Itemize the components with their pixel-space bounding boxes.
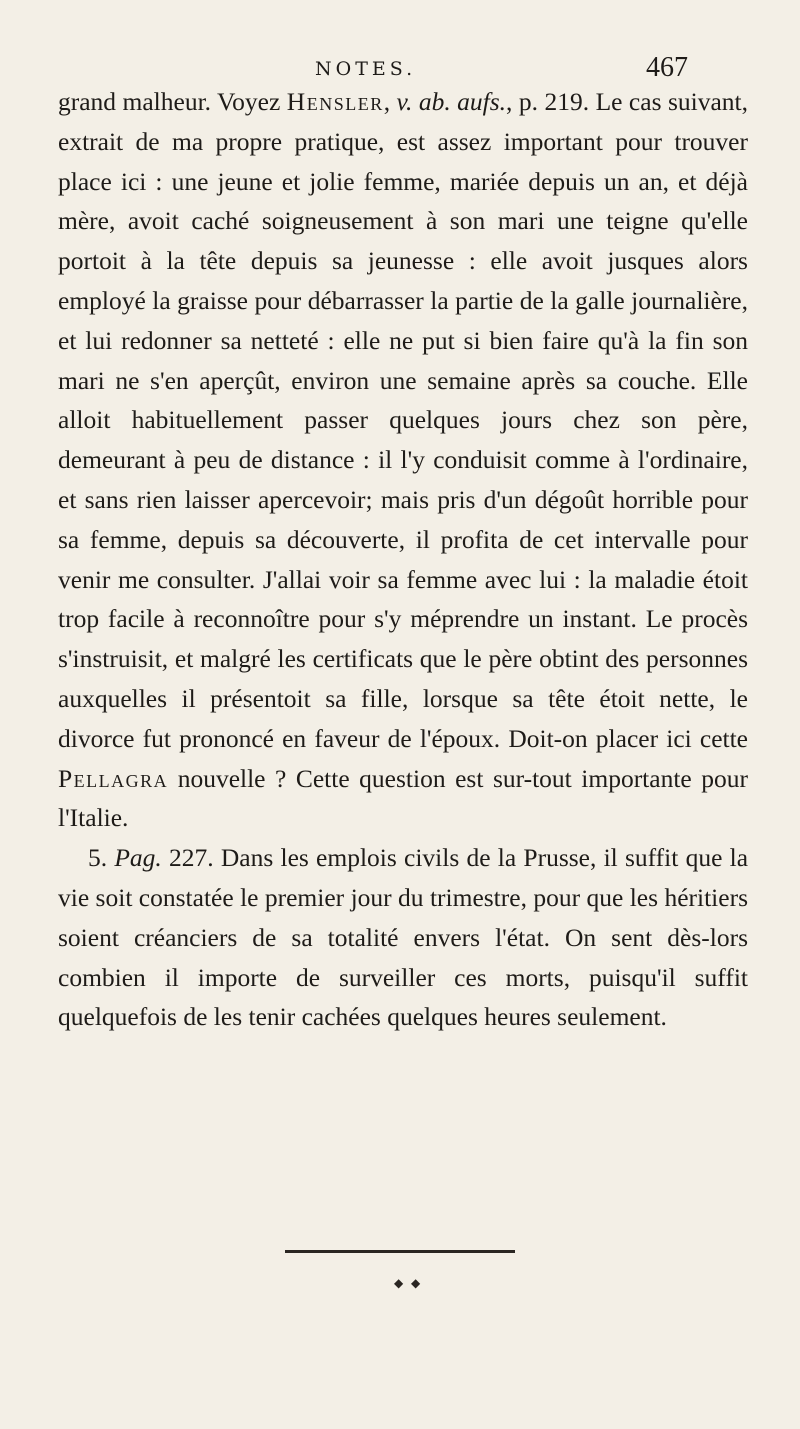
paragraph-1: [58, 82, 748, 838]
note-number: 5.: [88, 843, 115, 873]
footer-rule: [285, 1250, 515, 1253]
paragraph-2: [58, 838, 748, 1037]
para1-text-2: ,: [383, 87, 397, 116]
para2-text-1: 227. Dans les emplois civils de la Prusse, il suffit que la vie soit constatée le premier jour du trimestre, pour que les héritiers soient créanciers de sa totalité envers l'état. On sent dès-lors combien il importe de surveiller ces morts, puisqu'il suffit quelquefois de les tenir cachées quelques heures seulement.: [58, 843, 749, 1032]
pellagra-term: Pellagra: [58, 763, 169, 793]
body-text: [58, 82, 748, 1037]
author-name: Hensler: [286, 87, 384, 116]
reference-abbrev: v. ab. aufs.: [396, 87, 507, 116]
para1-text-3: , p. 219. Le cas suivant, extrait de ma propre pratique, est assez important pour trouver place ici : une jeune et jolie femme, mariée depuis un an, et déjà mère, avoit caché soigneusement à son mari une teigne qu'elle portoit à la tête depuis sa jeunesse : elle avoit jusques alors employé la graisse pour débarrasser la partie de la galle journalière, et lui redonner sa netteté : elle ne put si bien faire qu'à la fin son mari ne s'en aperçût, environ une semaine après sa couche. Elle alloit habituellement passer quelques jours chez son père, demeurant à peu de distance : il l'y conduisit comme à l'ordinaire, et sans rien laisser apercevoir; mais pris d'un dégoût horrible pour sa femme, depuis sa découverte, il profita de cet intervalle pour venir me consulter. J'allai voir sa femme avec lui : la maladie étoit trop facile à reconnoître pour s'y méprendre un instant. Le procès s'instruisit, et malgré les certificats que le père obtint des personnes auxquelles il présentoit sa fille, lorsque sa tête étoit nette, le divorce fut prononcé en faveur de l'époux. Doit-on placer ici cette: [58, 87, 748, 753]
para1-text-1: grand malheur. Voyez: [58, 87, 287, 116]
para1-text-4: nouvelle ? Cette question est sur-tout importante pour l'Italie.: [58, 763, 748, 833]
footer-ornament: ◆ ◆: [394, 1276, 423, 1290]
page-abbrev: Pag.: [114, 843, 162, 873]
running-head: NOTES.: [315, 58, 417, 80]
page-number: 467: [646, 52, 688, 83]
